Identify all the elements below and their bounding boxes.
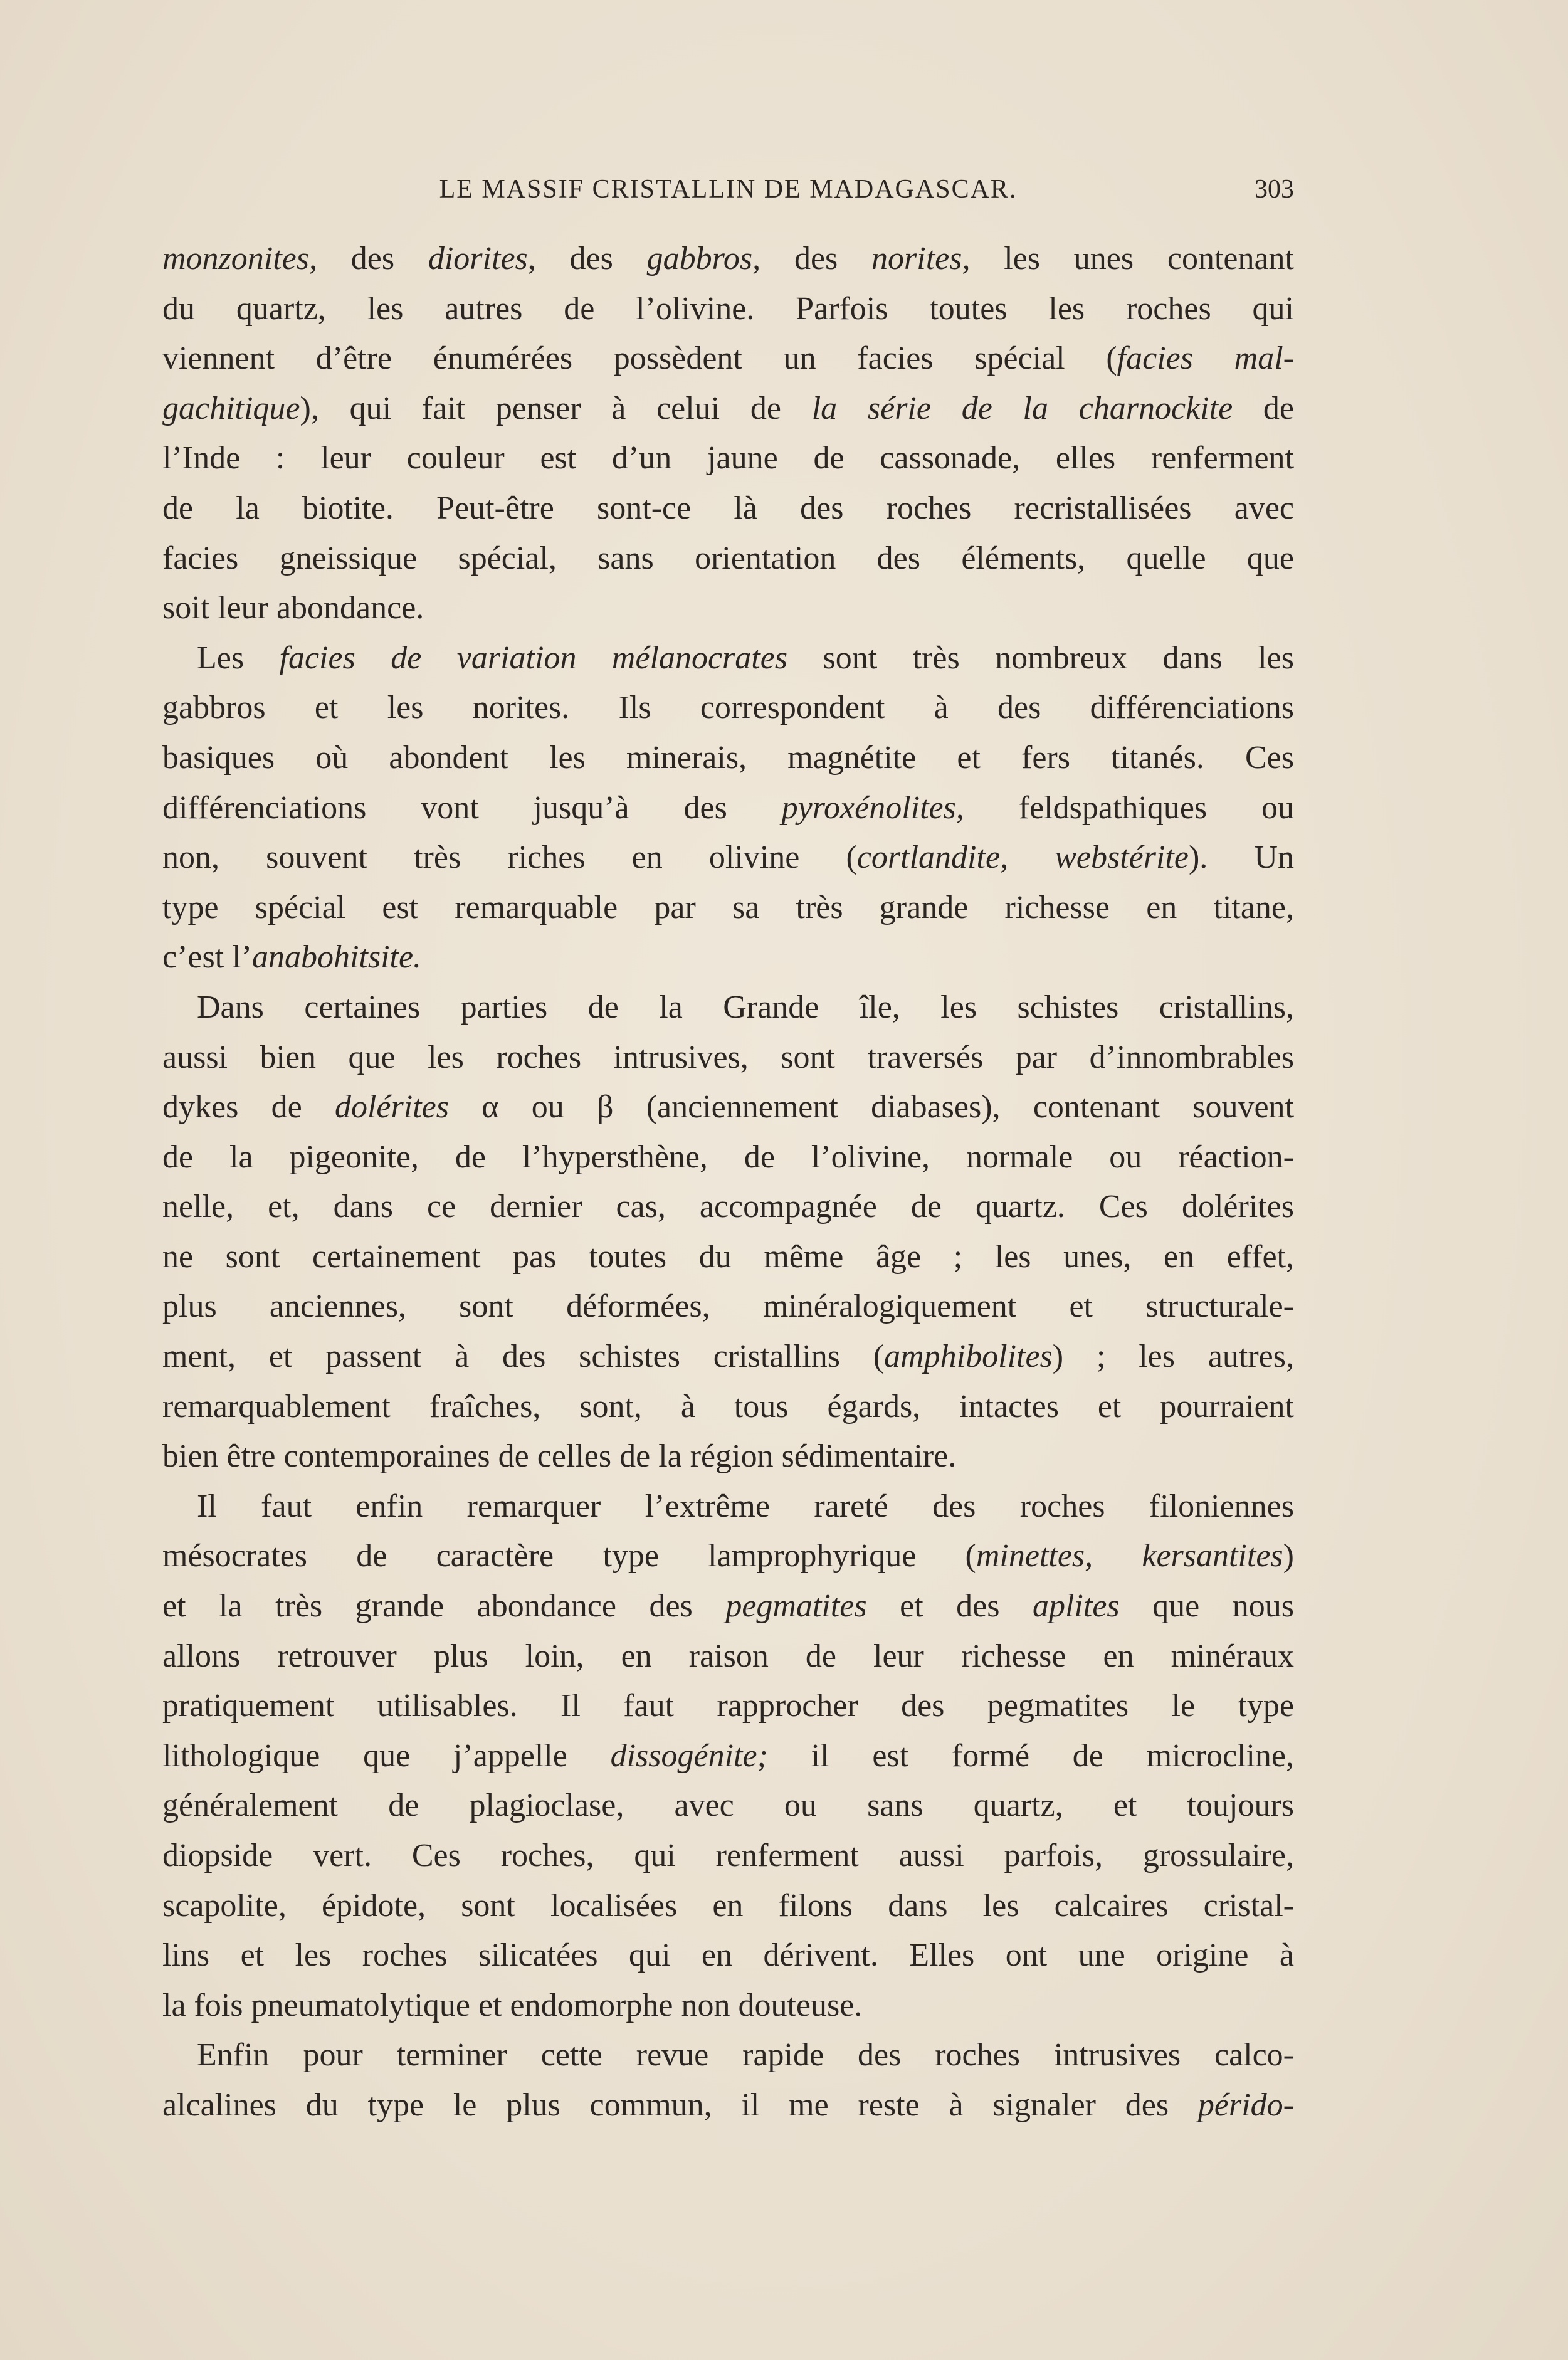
italic-term: amphibolites [884,1339,1053,1375]
text-run: l’Inde : leur couleur est d’un jaune de cassonade, elles renferment [162,440,1294,477]
text-run: viennent d’être énumérées possèdent un facies spécial ( [162,340,1117,377]
paragraph-first-line [162,633,1294,683]
text-run: diopside vert. Ces roches, qui renferment aussi parfois, grossulaire, [162,1838,1294,1873]
italic-term: norites, [871,241,971,277]
text-run: alcalines du type le plus commun, il me reste à signaler des [162,2087,1198,2123]
paragraph-first-line [162,1482,1294,1532]
text-line [162,2080,1294,2131]
page-number: 303 [1255,175,1294,204]
text-run: des [317,241,428,277]
text-line [162,284,1294,334]
text-line [162,583,1294,633]
paragraph-first-line [162,2030,1294,2080]
text-line [162,1132,1294,1183]
text-line [162,1033,1294,1083]
page-header [162,174,1294,212]
text-run: remarquablement fraîches, sont, à tous égards, intactes et pourraient [162,1388,1294,1425]
text-run: généralement de plagioclase, avec ou sans quartz, et toujours [162,1788,1294,1824]
text-run: allons retrouver plus loin, en raison de leur richesse en minéraux [162,1638,1294,1674]
italic-term: anabohitsite. [251,939,422,976]
text-line [162,483,1294,534]
text-run: Il faut enfin remarquer l’extrême rareté des roches filoniennes [197,1488,1294,1524]
text-line [162,1981,1294,2031]
text-line [162,1781,1294,1831]
text-run: de la pigeonite, de l’hypersthène, de l’olivine, normale ou réaction- [162,1139,1294,1175]
text-line [162,1581,1294,1631]
text-run: différenciations vont jusqu’à des [162,789,782,826]
text-line [162,384,1294,434]
text-run: de la biotite. Peut-être sont-ce là des roches recristallisées avec [162,490,1294,526]
italic-term: facies de variation mélanocrates [279,640,788,676]
text-run: aussi bien que les roches intrusives, sont traversés par d’innombrables [162,1039,1294,1075]
text-line [162,534,1294,584]
text-run: la fois pneumatolytique et endomorphe non douteuse. [162,1987,863,2023]
text-line [162,1631,1294,1682]
text-run: que nous [1119,1588,1294,1625]
text-run: de [1233,390,1294,426]
italic-term: cortlandite, webstérite [856,840,1189,876]
text-line [162,1531,1294,1581]
italic-term: dolérites [334,1089,449,1125]
text-run: du quartz, les autres de l’olivine. Parfois toutes les roches qui [162,290,1294,327]
text-run: et la très grande abondance des [162,1588,726,1625]
text-run: ment, et passent à des schistes cristallins ( [162,1339,885,1375]
italic-term: la série de la charnockite [811,390,1233,426]
text-run: ), qui fait penser à celui de [300,390,812,426]
italic-term: diorites [428,241,528,277]
text-line [162,1182,1294,1232]
text-run: non, souvent très riches en olivine ( [162,840,857,876]
italic-term: monzonites, [162,241,317,277]
text-line [162,1681,1294,1731]
text-run: Les [197,640,280,676]
text-run: des [760,241,872,277]
text-line [162,234,1294,284]
text-run: basiques où abondent les minerais, magnétite et fers titanés. Ces [162,739,1294,776]
italic-term: gachitique [162,390,300,426]
text-run: ne sont certainement pas toutes du même âge ; les unes, en effet, [162,1238,1294,1275]
text-run: , des [527,241,647,277]
text-line [162,932,1294,982]
text-run: pratiquement utilisables. Il faut rapprocher des pegmatites le type [162,1688,1294,1724]
text-run: lins et les roches silicatées qui en dérivent. Elles ont une origine à [162,1937,1294,1974]
text-run: Dans certaines parties de la Grande île, les schistes cristallins, [197,989,1294,1025]
italic-term: aplites [1032,1588,1120,1625]
text-line [162,1332,1294,1382]
text-run: type spécial est remarquable par sa très grande richesse en titane, [162,889,1294,925]
text-run: lithologique que j’appelle [162,1737,611,1774]
text-run: les unes contenant [970,241,1294,277]
italic-term: pyroxénolites, [781,789,964,826]
text-line [162,1881,1294,1931]
text-run: et des [866,1588,1033,1625]
text-run: ) ; les autres, [1052,1339,1295,1375]
italic-term: pegmatites [725,1588,867,1625]
text-run: feldspathiques ou [964,789,1294,826]
text-run: c’est l’ [162,939,252,976]
text-run: α ou β (anciennement diabases), contenant souvent [448,1089,1294,1125]
italic-term: minettes, kersantites [976,1538,1283,1574]
text-run: facies gneissique spécial, sans orientation des éléments, quelle que [162,540,1294,576]
italic-term: dissogénite; [610,1737,768,1774]
text-run: sont très nombreux dans les [787,640,1294,676]
text-line [162,783,1294,833]
text-run: soit leur abondance. [162,590,424,626]
text-line [162,1831,1294,1881]
italic-term: pérido- [1197,2087,1294,2123]
text-run: ) [1283,1538,1294,1574]
text-run: nelle, et, dans ce dernier cas, accompagnée de quartz. Ces dolérites [162,1189,1294,1225]
text-line [162,1282,1294,1332]
text-line [162,1431,1294,1482]
text-line [162,1382,1294,1432]
text-run: Enfin pour terminer cette revue rapide des roches intrusives calco- [197,2037,1294,2073]
text-line [162,1931,1294,1981]
italic-term: facies mal- [1117,340,1294,377]
text-line [162,883,1294,933]
text-run: bien être contemporaines de celles de la région sédimentaire. [162,1438,957,1475]
running-title: LE MASSIF CRISTALLIN DE MADAGASCAR. [439,175,1018,204]
text-run: plus anciennes, sont déformées, minéralogiquement et structurale- [162,1288,1294,1325]
text-line [162,433,1294,483]
text-line [162,733,1294,783]
paragraph-first-line [162,982,1294,1033]
text-run: gabbros et les norites. Ils correspondent à des différenciations [162,690,1294,726]
text-line [162,683,1294,733]
text-line [162,1731,1294,1781]
text-line [162,334,1294,384]
text-line [162,833,1294,883]
text-run: scapolite, épidote, sont localisées en filons dans les calcaires cristal- [162,1887,1294,1924]
text-run: dykes de [162,1089,335,1125]
body-text [162,234,1294,2131]
text-run: mésocrates de caractère type lamprophyrique ( [162,1538,976,1574]
italic-term: gabbros, [646,241,761,277]
text-run: il est formé de microcline, [767,1737,1294,1774]
text-line [162,1082,1294,1132]
text-line [162,1232,1294,1282]
text-run: ). Un [1188,840,1294,876]
